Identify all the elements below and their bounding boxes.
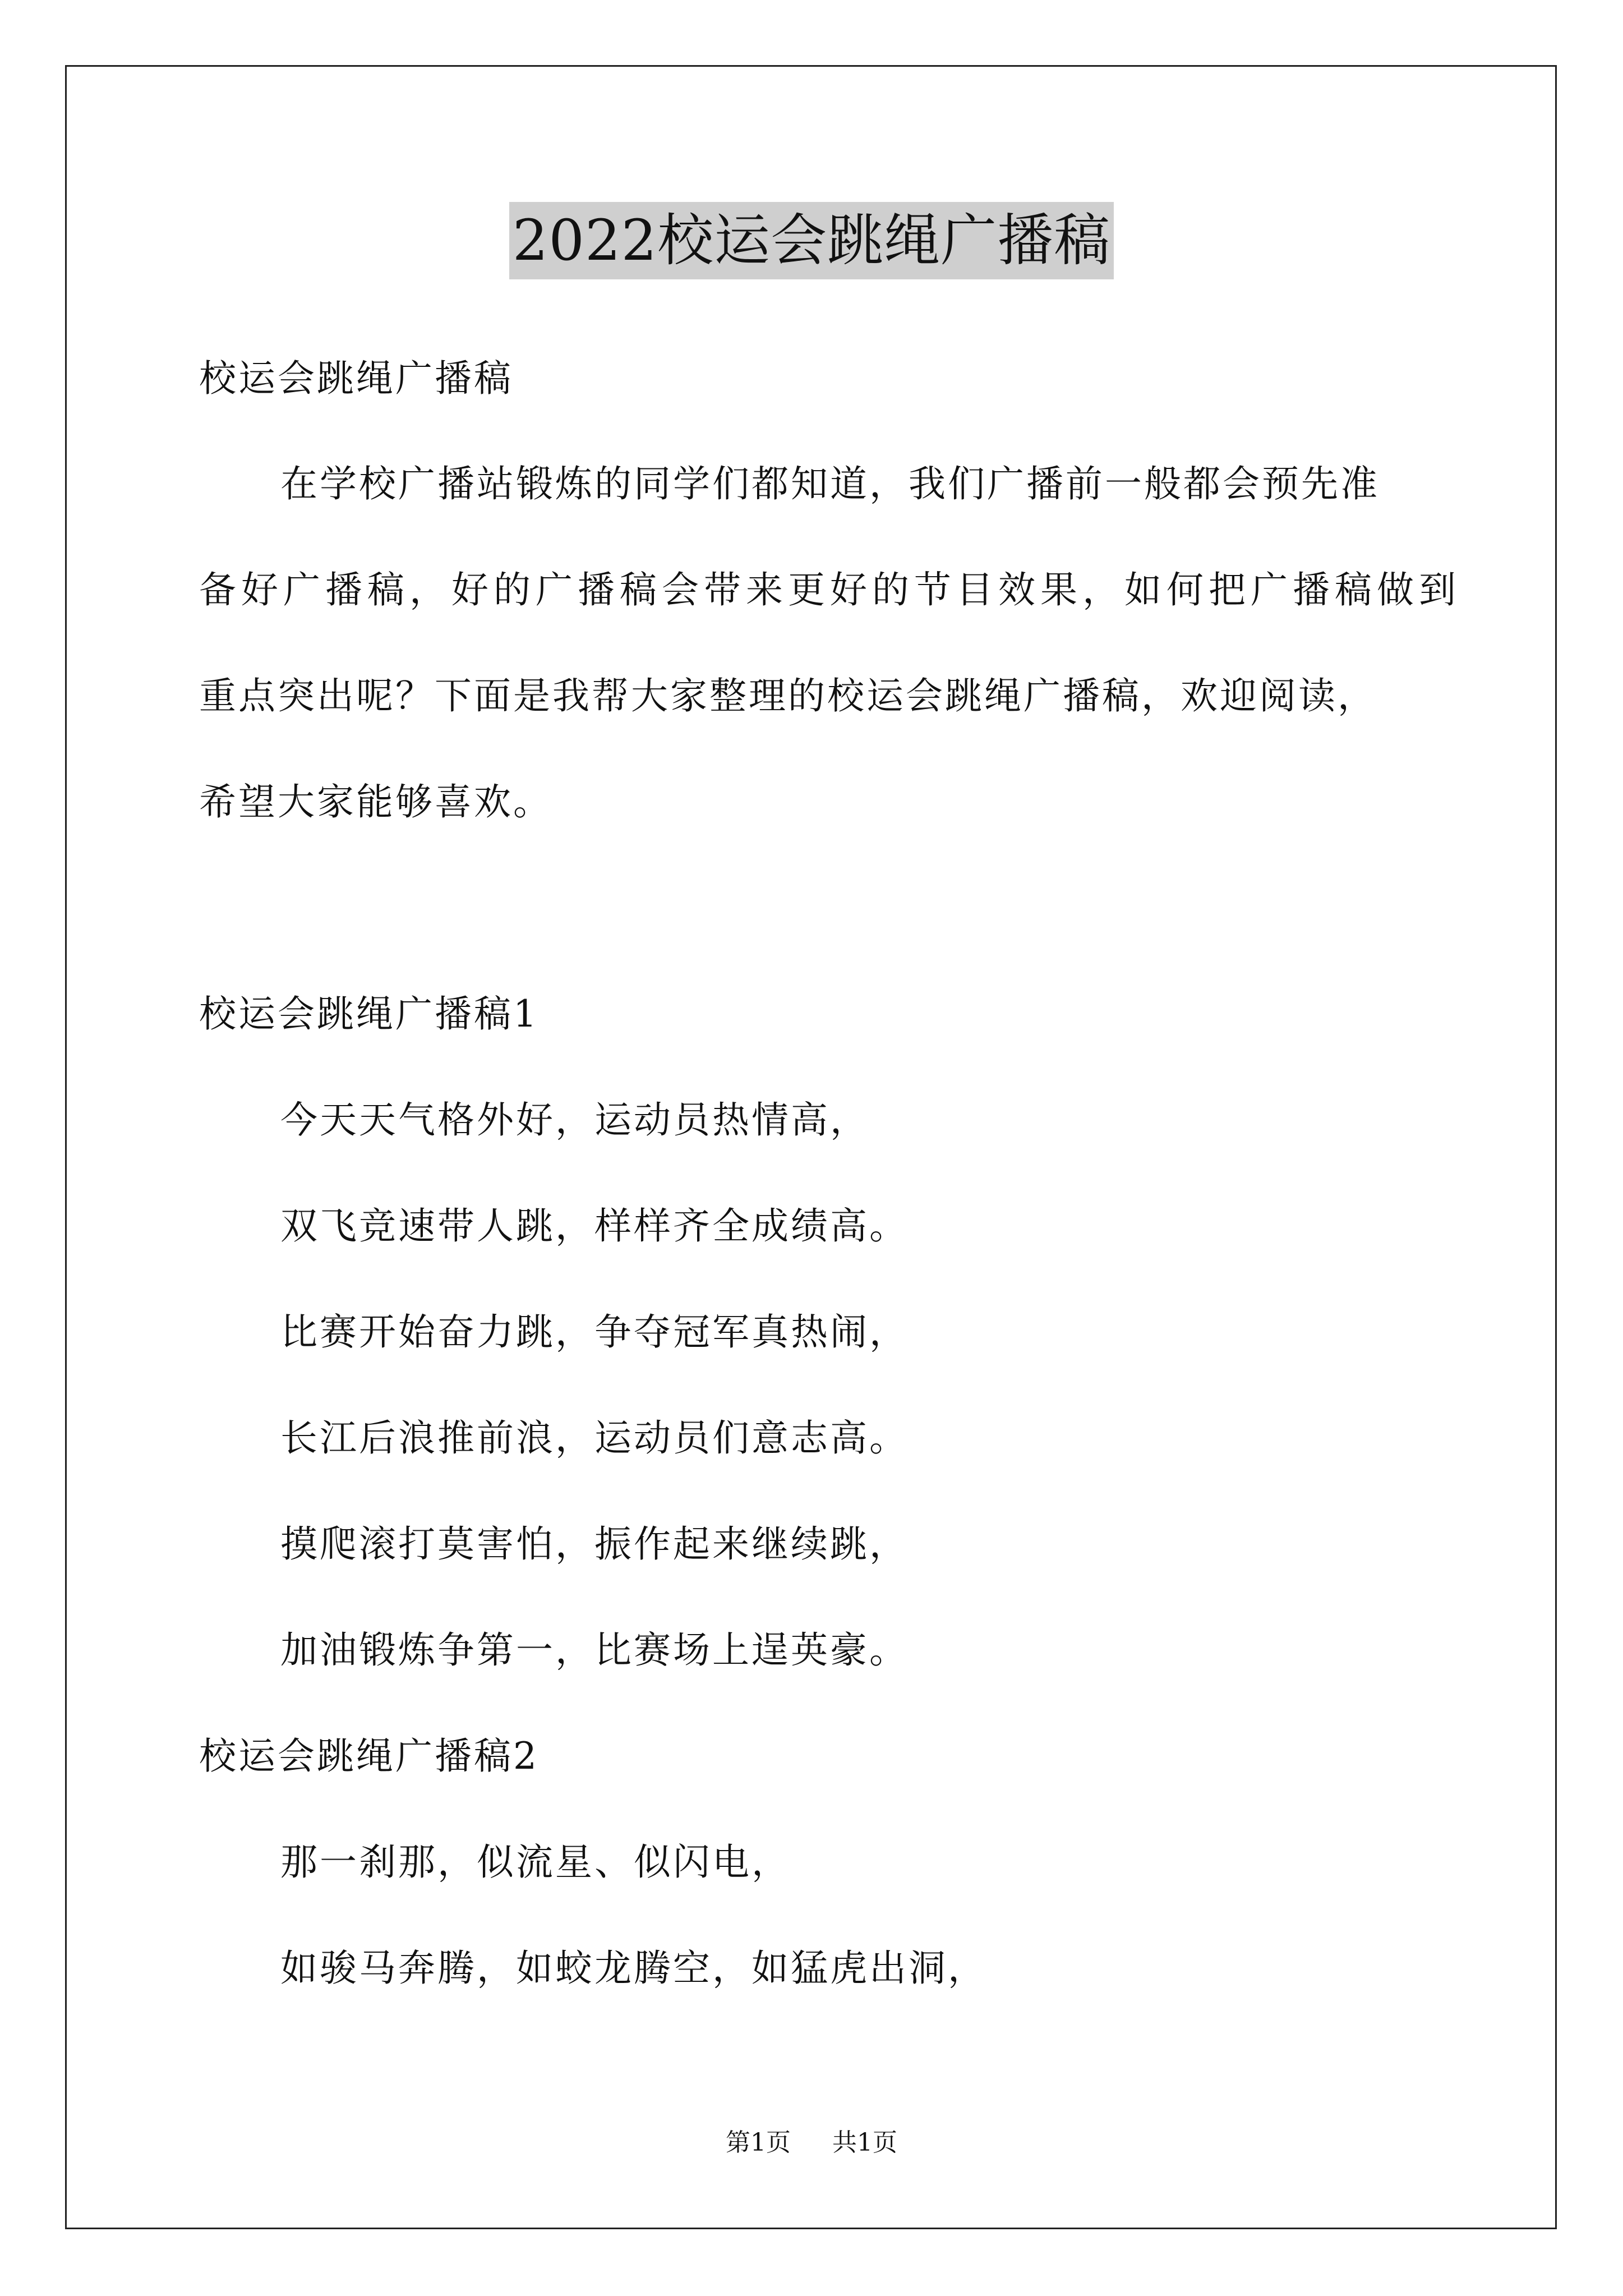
section1-line-1: 今天天气格外好，运动员热情高， — [280, 1098, 869, 1142]
page-footer — [0, 2127, 1623, 2159]
section1-line-3: 比赛开始奋力跳，争夺冠军真热闹， — [280, 1310, 909, 1354]
intro-line-2: 备好广播稿，好的广播稿会带来更好的节目效果，如何把广播稿做到 — [199, 568, 1461, 611]
subtitle: 校运会跳绳广播稿 — [199, 357, 513, 400]
title-container — [0, 202, 1623, 279]
section1-line-5: 摸爬滚打莫害怕，振作起来继续跳， — [280, 1522, 909, 1566]
intro-line-1: 在学校广播站锻炼的同学们都知道，我们广播前一般都会预先准 — [280, 462, 1380, 505]
section2-line-2: 如骏马奔腾，如蛟龙腾空，如猛虎出洞， — [280, 1947, 987, 1990]
section1-line-4: 长江后浪推前浪，运动员们意志高。 — [280, 1416, 909, 1460]
section1-line-2: 双飞竞速带人跳，样样齐全成绩高。 — [280, 1204, 909, 1248]
section2-line-1: 那一刹那，似流星、似闪电， — [280, 1841, 791, 1884]
intro-line-4: 希望大家能够喜欢。 — [199, 780, 552, 823]
section2-heading: 校运会跳绳广播稿2 — [199, 1734, 539, 1778]
section1-heading: 校运会跳绳广播稿1 — [199, 992, 539, 1036]
page-number: 第1页 — [726, 2128, 791, 2157]
document-title: 2022校运会跳绳广播稿 — [509, 202, 1114, 279]
section1-line-6: 加油锻炼争第一，比赛场上逞英豪。 — [280, 1628, 909, 1672]
intro-line-3: 重点突出呢？下面是我帮大家整理的校运会跳绳广播稿，欢迎阅读， — [199, 674, 1377, 717]
page-total: 共1页 — [832, 2128, 897, 2157]
